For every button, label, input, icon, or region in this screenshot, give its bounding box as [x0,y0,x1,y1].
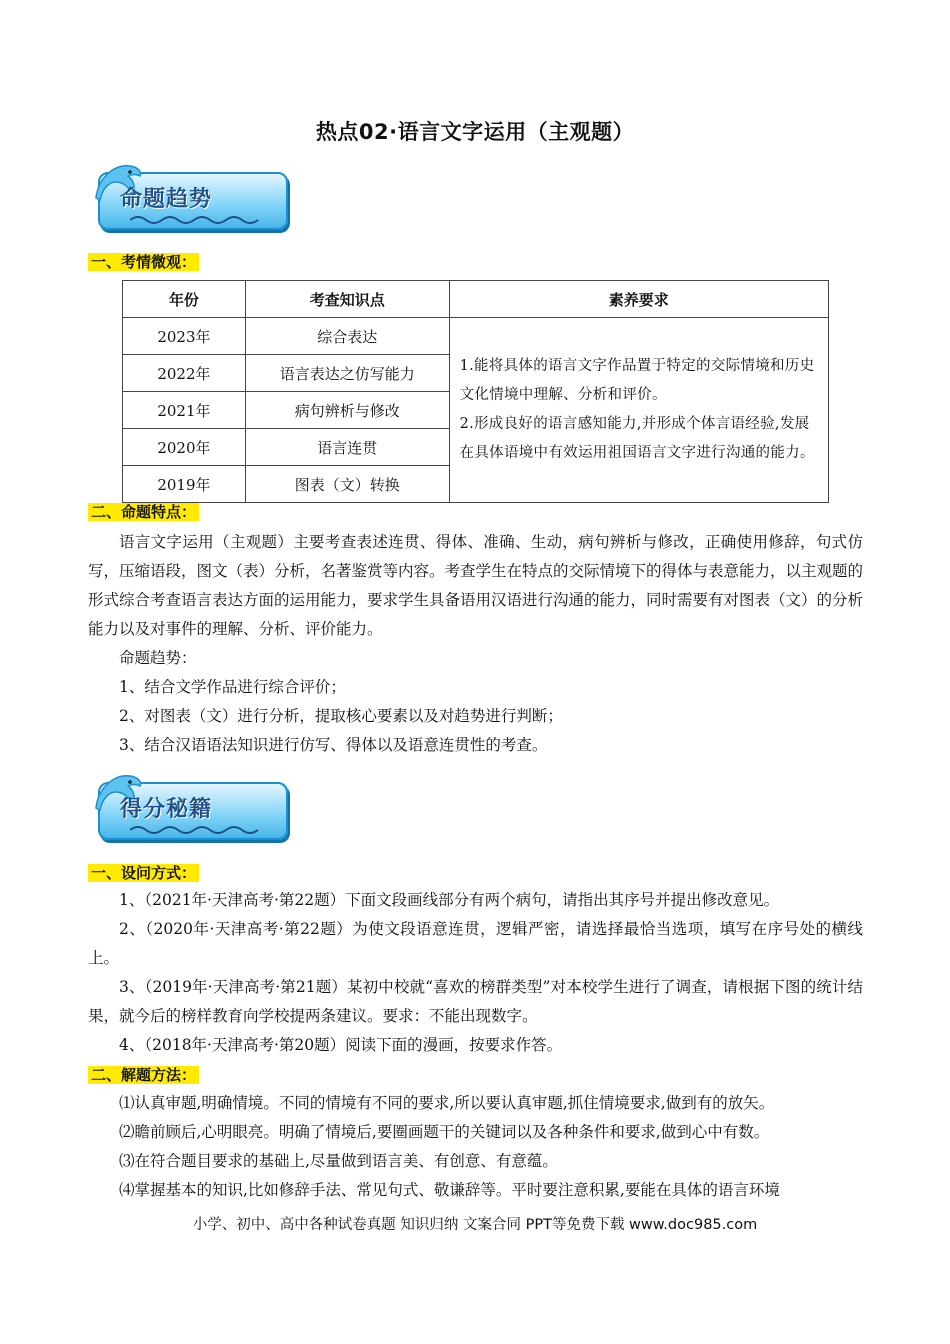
question-item: 3、（2019年·天津高考·第21题）某初中校就“喜欢的榜群类型”对本校学生进行了调查，请根据下图的统计结果，就今后的榜样教育向学校提两条建议。要求：不能出现数字。 [88,978,863,1025]
year-cell: 2022年 [123,355,246,392]
table-header: 素养要求 [449,281,828,318]
year-cell: 2021年 [123,392,246,429]
year-cell: 2023年 [123,318,246,355]
trend-item: 3、结合汉语语法知识进行仿写、得体以及语意连贯性的考查。 [119,736,548,754]
tips-banner [90,768,290,850]
section-heading: 一、考情微观： [88,253,199,271]
banner-text: 命题趋势 [120,187,213,212]
method-item: ⑷掌握基本的知识,比如修辞手法、常见句式、敬谦辞等。平时要注意积累,要能在具体的语言环境 [119,1181,780,1199]
feature-paragraph: 语言文字运用（主观题）主要考查表述连贯、得体、准确、生动，病句辨析与修改，正确使用修辞，句式仿写，压缩语段，图文（表）分析，名著鉴赏等内容。考查学生在特点的交际情境下的得体与表意能力，以主观题的形式综合考查语言表达方面的运用能力，要求学生具备语用汉语进行沟通的能力，同时需要有对图表（文）的分析能力以及对事件的理解、分析、评价能力。 [88,533,864,638]
requirement-cell [449,318,828,503]
point-cell: 语言连贯 [245,429,449,466]
table-row [123,318,829,355]
page-footer: 小学、初中、高中各种试卷真题 知识归纳 文案合同 PPT等免费下载 www.doc985.com [192,1217,758,1233]
point-cell: 图表（文）转换 [245,466,449,503]
trend-banner [90,158,290,240]
method-item: ⑶在符合题目要求的基础上,尽量做到语言美、有创意、有意蕴。 [119,1152,558,1170]
method-item: ⑵瞻前顾后,心明眼亮。明确了情境后,要圈画题干的关键词以及各种条件和要求,做到心中有数。 [119,1123,770,1141]
trend-item: 1、结合文学作品进行综合评价； [119,678,346,696]
wave-decoration [130,824,260,836]
trend-item: 2、对图表（文）进行分析，提取核心要素以及对趋势进行判断； [119,707,563,725]
requirement-item: 2.形成良好的语言感知能力,并形成个体言语经验,发展在具体语境中有效运用祖国语言文字进行沟通的能力。 [459,416,815,461]
method-item: ⑴认真审题,明确情境。不同的情境有不同的要求,所以要认真审题,抓住情境要求,做到有的放矢。 [119,1094,775,1112]
question-item: 2、（2020年·天津高考·第22题）为使文段语意连贯，逻辑严密，请选择最恰当选项，填写在序号处的横线上。 [88,920,863,967]
point-cell: 病句辨析与修改 [245,392,449,429]
knowledge-table [122,280,829,503]
wave-decoration [130,214,260,226]
page-title: 热点02·语言文字运用（主观题） [315,120,635,144]
section-heading: 一、设问方式： [88,864,199,882]
requirement-item: 1.能将具体的语言文字作品置于特定的交际情境和历史文化情境中理解、分析和评价。 [459,358,815,403]
year-cell: 2020年 [123,429,246,466]
question-item: 1、（2021年·天津高考·第22题）下面文段画线部分有两个病句，请指出其序号并提出修改意见。 [119,891,780,909]
question-item: 4、（2018年·天津高考·第20题）阅读下面的漫画，按要求作答。 [119,1036,563,1054]
banner-text: 得分秘籍 [120,797,213,822]
year-cell: 2019年 [123,466,246,503]
section-heading: 二、命题特点： [88,503,199,521]
point-cell: 综合表达 [245,318,449,355]
point-cell: 语言表达之仿写能力 [245,355,449,392]
table-header: 年份 [123,281,246,318]
section-heading: 二、解题方法： [88,1066,199,1084]
table-header: 考查知识点 [245,281,449,318]
trend-label: 命题趋势： [119,649,197,667]
